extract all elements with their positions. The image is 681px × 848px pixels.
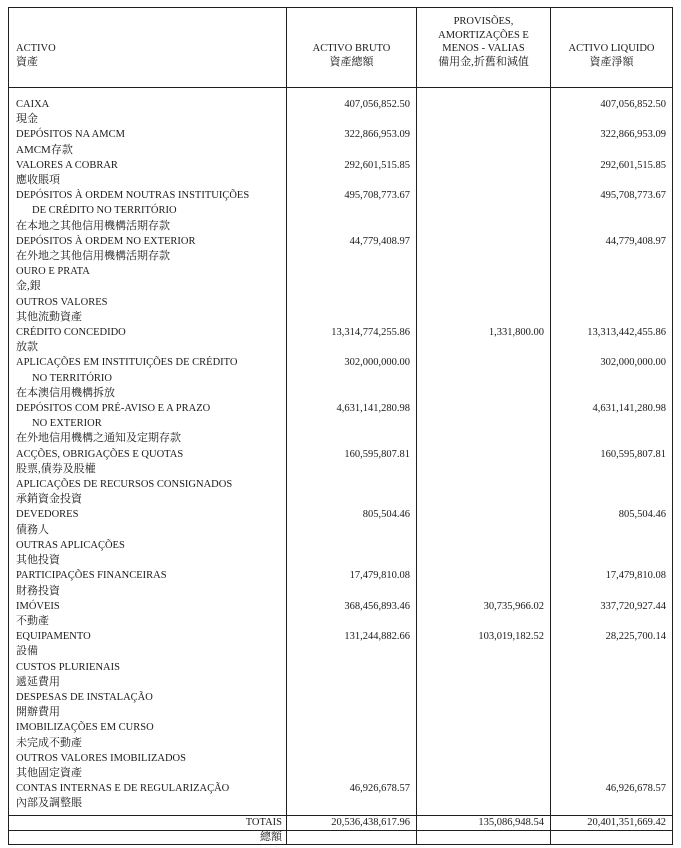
account-name-pt: IMÓVEIS <box>16 600 60 612</box>
column-header-provisoes-zh: 備用金,折舊和減值 <box>438 55 529 68</box>
column-header-activo-pt: ACTIVO <box>16 43 56 54</box>
table-row <box>9 188 672 234</box>
table-row <box>9 690 672 720</box>
table-row <box>9 507 672 537</box>
account-name-pt: ACÇÕES, OBRIGAÇÕES E QUOTAS <box>16 448 184 460</box>
table-row <box>9 629 672 659</box>
amount-bruto <box>286 690 416 720</box>
account-name-pt: DEPÓSITOS COM PRÉ-AVISO E A PRAZO <box>16 403 211 415</box>
amount-bruto: 322,866,953.09 <box>286 127 416 157</box>
table-row <box>9 234 672 264</box>
column-header-provisoes-pt-line3: MENOS - VALIAS <box>442 43 525 54</box>
table-row <box>9 720 672 750</box>
amount-bruto: 46,926,678.57 <box>286 781 416 811</box>
amount-prov <box>416 781 550 811</box>
account-name-zh: 股票,債券及股權 <box>16 462 96 475</box>
account-name-pt: CAIXA <box>16 99 50 110</box>
amount-prov <box>416 295 550 325</box>
table-row <box>9 325 672 355</box>
column-header-activo-liquido <box>550 8 672 87</box>
account-name-pt: DEVEDORES <box>16 509 79 521</box>
account-name-pt: OURO E PRATA <box>16 266 90 278</box>
account-name-cell <box>9 629 286 659</box>
amount-liquido: 160,595,807.81 <box>550 447 672 477</box>
account-name-cell <box>9 295 286 325</box>
amount-prov <box>416 127 550 157</box>
amount-prov <box>416 690 550 720</box>
account-name-pt: CONTAS INTERNAS E DE REGULARIZAÇÃO <box>16 783 230 795</box>
totals-zh-empty-liquido <box>550 831 672 844</box>
account-name-cell <box>9 355 286 401</box>
amount-liquido <box>550 295 672 325</box>
amount-prov <box>416 538 550 568</box>
amount-bruto: 4,631,141,280.98 <box>286 401 416 447</box>
account-name-cell <box>9 751 286 781</box>
amount-liquido: 495,708,773.67 <box>550 188 672 234</box>
amount-bruto: 13,314,774,255.86 <box>286 325 416 355</box>
column-header-activo-zh: 資產 <box>16 55 38 68</box>
table-row <box>9 158 672 188</box>
table-row <box>9 355 672 401</box>
amount-bruto: 292,601,515.85 <box>286 158 416 188</box>
amount-liquido: 28,225,700.14 <box>550 629 672 659</box>
table-row <box>9 538 672 568</box>
account-name-cell <box>9 538 286 568</box>
account-name-pt: EQUIPAMENTO <box>16 631 91 643</box>
amount-liquido: 17,479,810.08 <box>550 568 672 598</box>
amount-bruto <box>286 720 416 750</box>
account-name-pt: OUTROS VALORES <box>16 296 108 308</box>
column-header-provisoes-pt-line1: PROVISÕES, <box>453 16 514 27</box>
totals-zh-empty-bruto <box>286 831 416 844</box>
account-name-pt: DEPÓSITOS NA AMCM <box>16 129 125 141</box>
account-name-zh: 設備 <box>16 645 38 658</box>
account-name-zh: 現金 <box>16 113 38 126</box>
account-name-zh: AMCM存款 <box>16 143 73 156</box>
table-row <box>9 477 672 507</box>
amount-bruto <box>286 477 416 507</box>
table-row <box>9 568 672 598</box>
account-name-pt: NO TERRITÓRIO <box>32 372 113 384</box>
table-row <box>9 660 672 690</box>
amount-prov <box>416 234 550 264</box>
table-row <box>9 264 672 294</box>
account-name-pt: VALORES A COBRAR <box>16 159 118 171</box>
amount-liquido: 337,720,927.44 <box>550 599 672 629</box>
amount-bruto: 17,479,810.08 <box>286 568 416 598</box>
account-name-pt: OUTRAS APLICAÇÕES <box>16 539 125 551</box>
amount-bruto <box>286 295 416 325</box>
account-name-pt: DESPESAS DE INSTALAÇÃO <box>16 691 153 703</box>
account-name-zh: 在外地信用機構之通知及定期存款 <box>16 432 181 445</box>
amount-liquido <box>550 660 672 690</box>
account-name-cell <box>9 401 286 447</box>
amount-bruto: 302,000,000.00 <box>286 355 416 401</box>
amount-prov <box>416 477 550 507</box>
account-name-pt: APLICAÇÕES DE RECURSOS CONSIGNADOS <box>16 479 233 491</box>
amount-liquido <box>550 720 672 750</box>
account-name-zh: 其他流動資產 <box>16 310 82 323</box>
amount-liquido: 44,779,408.97 <box>550 234 672 264</box>
account-name-pt: OUTROS VALORES IMOBILIZADOS <box>16 752 186 764</box>
totals-amount-provisoes: 135,086,948.54 <box>416 816 550 830</box>
account-name-zh: 遞延費用 <box>16 675 60 688</box>
amount-liquido: 407,056,852.50 <box>550 88 672 127</box>
amount-bruto <box>286 660 416 690</box>
amount-liquido: 4,631,141,280.98 <box>550 401 672 447</box>
table-row <box>9 599 672 629</box>
amount-prov <box>416 507 550 537</box>
amount-prov <box>416 355 550 401</box>
amount-bruto: 805,504.46 <box>286 507 416 537</box>
account-name-pt: DEPÓSITOS À ORDEM NOUTRAS INSTITUIÇÕES <box>16 190 250 202</box>
account-name-cell <box>9 264 286 294</box>
account-name-pt: IMOBILIZAÇÕES EM CURSO <box>16 722 154 734</box>
amount-liquido <box>550 690 672 720</box>
balance-sheet-table <box>8 7 673 845</box>
account-name-zh: 在外地之其他信用機構活期存款 <box>16 250 170 263</box>
account-name-pt: CUSTOS PLURIENAIS <box>16 661 120 673</box>
account-name-zh: 在本地之其他信用機構活期存款 <box>16 219 170 232</box>
account-name-zh: 開辦費用 <box>16 706 60 719</box>
column-header-liquido-zh: 資產淨額 <box>589 55 634 68</box>
totals-zh-empty-provisoes <box>416 831 550 844</box>
account-name-zh: 金,銀 <box>16 280 41 293</box>
account-name-cell <box>9 690 286 720</box>
amount-prov <box>416 660 550 690</box>
table-row <box>9 781 672 811</box>
account-name-cell <box>9 158 286 188</box>
account-name-cell <box>9 88 286 127</box>
account-name-cell <box>9 599 286 629</box>
account-name-pt: PARTICIPAÇÕES FINANCEIRAS <box>16 570 167 582</box>
account-name-zh: 內部及調整賬 <box>16 797 82 810</box>
amount-prov <box>416 158 550 188</box>
amount-prov: 1,331,800.00 <box>416 325 550 355</box>
column-header-provisoes <box>416 8 550 87</box>
account-name-cell <box>9 720 286 750</box>
table-row <box>9 401 672 447</box>
amount-liquido: 46,926,678.57 <box>550 781 672 811</box>
amount-liquido <box>550 751 672 781</box>
amount-liquido: 805,504.46 <box>550 507 672 537</box>
amount-liquido: 292,601,515.85 <box>550 158 672 188</box>
account-name-cell <box>9 568 286 598</box>
column-header-bruto-pt: ACTIVO BRUTO <box>312 43 391 54</box>
column-header-provisoes-pt-line2: AMORTIZAÇÕES E <box>438 29 529 41</box>
account-name-zh: 其他固定資產 <box>16 766 82 779</box>
account-name-cell <box>9 447 286 477</box>
account-name-zh: 承銷資金投資 <box>16 493 82 506</box>
amount-bruto <box>286 264 416 294</box>
amount-bruto <box>286 751 416 781</box>
account-name-cell <box>9 660 286 690</box>
amount-bruto: 131,244,882.66 <box>286 629 416 659</box>
table-body <box>9 88 672 815</box>
table-row <box>9 127 672 157</box>
account-name-pt: DEPÓSITOS À ORDEM NO EXTERIOR <box>16 235 196 247</box>
account-name-zh: 其他投資 <box>16 554 60 567</box>
account-name-pt: APLICAÇÕES EM INSTITUIÇÕES DE CRÉDITO <box>16 357 238 369</box>
table-row <box>9 447 672 477</box>
amount-prov <box>416 188 550 234</box>
account-name-cell <box>9 477 286 507</box>
amount-prov <box>416 88 550 127</box>
account-name-pt: CRÉDITO CONCEDIDO <box>16 327 126 339</box>
account-name-cell <box>9 325 286 355</box>
amount-bruto: 495,708,773.67 <box>286 188 416 234</box>
amount-prov <box>416 447 550 477</box>
account-name-zh: 應收賬項 <box>16 174 60 187</box>
amount-bruto: 160,595,807.81 <box>286 447 416 477</box>
totals-row <box>9 815 672 831</box>
account-name-zh: 債務人 <box>16 523 49 536</box>
totals-amount-liquido: 20,401,351,669.42 <box>550 816 672 830</box>
table-header <box>9 8 672 88</box>
column-header-activo-bruto <box>286 8 416 87</box>
table-row <box>9 88 672 127</box>
amount-liquido <box>550 538 672 568</box>
amount-liquido <box>550 264 672 294</box>
account-name-cell <box>9 234 286 264</box>
column-header-activo <box>9 8 286 87</box>
amount-bruto: 44,779,408.97 <box>286 234 416 264</box>
amount-prov: 103,019,182.52 <box>416 629 550 659</box>
amount-prov <box>416 751 550 781</box>
amount-prov <box>416 264 550 294</box>
column-header-liquido-pt: ACTIVO LIQUIDO <box>568 43 655 54</box>
amount-prov <box>416 568 550 598</box>
amount-liquido: 13,313,442,455.86 <box>550 325 672 355</box>
account-name-pt: DE CRÉDITO NO TERRITÓRIO <box>32 205 177 217</box>
amount-prov: 30,735,966.02 <box>416 599 550 629</box>
account-name-zh: 放款 <box>16 341 38 354</box>
amount-liquido <box>550 477 672 507</box>
amount-prov <box>416 720 550 750</box>
account-name-zh: 不動產 <box>16 614 49 627</box>
account-name-cell <box>9 507 286 537</box>
amount-liquido: 302,000,000.00 <box>550 355 672 401</box>
totals-label-zh: 總額 <box>260 831 282 843</box>
account-name-cell <box>9 781 286 811</box>
amount-liquido: 322,866,953.09 <box>550 127 672 157</box>
table-row <box>9 751 672 781</box>
amount-bruto: 368,456,893.46 <box>286 599 416 629</box>
account-name-cell <box>9 188 286 234</box>
amount-bruto <box>286 538 416 568</box>
totals-row-zh <box>9 831 672 844</box>
totals-amount-bruto: 20,536,438,617.96 <box>286 816 416 830</box>
account-name-zh: 財務投資 <box>16 584 60 597</box>
column-header-bruto-zh: 資產總額 <box>329 55 374 68</box>
amount-prov <box>416 401 550 447</box>
account-name-zh: 未完成不動產 <box>16 736 82 749</box>
account-name-zh: 在本澳信用機構拆放 <box>16 386 115 399</box>
table-row <box>9 295 672 325</box>
amount-bruto: 407,056,852.50 <box>286 88 416 127</box>
account-name-cell <box>9 127 286 157</box>
totals-label-pt: TOTAIS <box>245 817 282 828</box>
account-name-pt: NO EXTERIOR <box>32 418 102 430</box>
